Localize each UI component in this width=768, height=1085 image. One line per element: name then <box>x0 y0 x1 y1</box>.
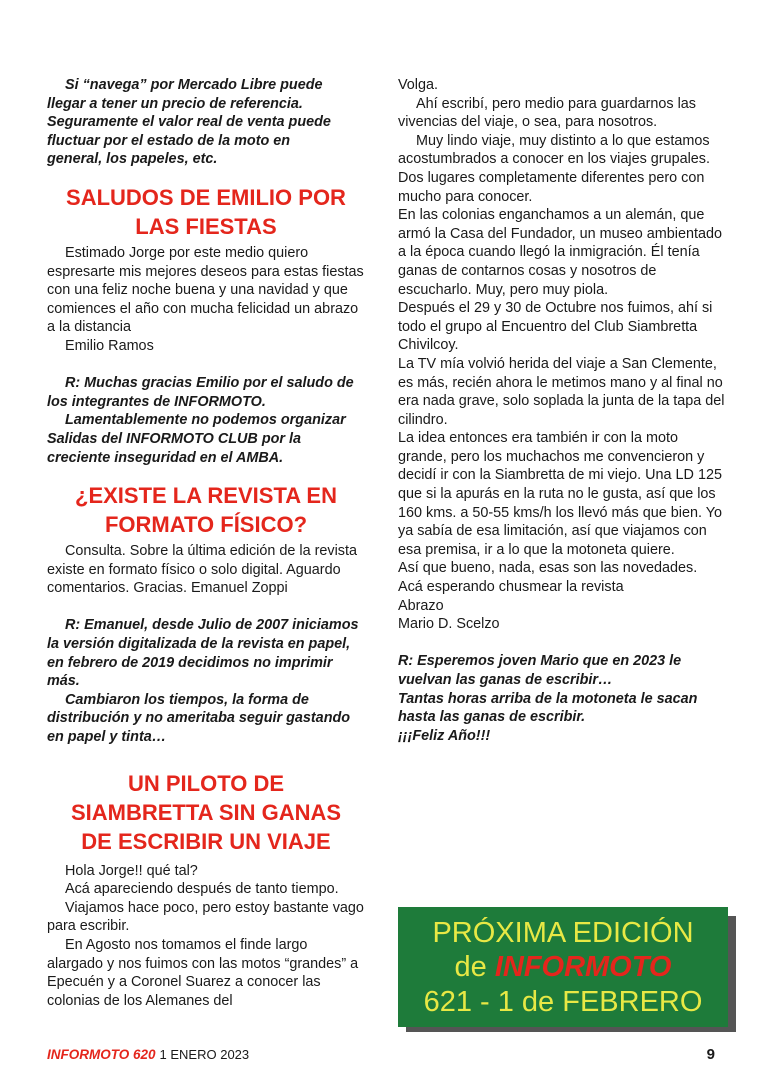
reply-mercado-libre <box>47 76 365 169</box>
letter-paragraph: La idea entonces era también ir con la moto grande, pero los muchachos me convencieron y decidí ir con la Siambretta de mi viejo. Una LD 125 que si la apurás en la ruta no le gusta, así que los 160 kms. a 50-55 kms/h los llevó más que bien. Yo ya sabía de esa limitación, así que viajamos con esa premisa, ir a lo que la motoneta quiere. <box>398 430 722 558</box>
left-column <box>47 76 365 1010</box>
ad-subtitle <box>398 950 728 984</box>
footer-date: 1 ENERO 2023 <box>159 1047 250 1062</box>
page-footer <box>47 1045 721 1065</box>
heading-piloto-siambretta: UN PILOTO DE SIAMBRETTA SIN GANAS DE ESCRIBIR UN VIAJE <box>70 770 342 854</box>
reply-paragraph: R: Muchas gracias Emilio por el saludo de los integrantes de INFORMOTO. <box>47 375 354 410</box>
reply-line: Si “navega” por Mercado Libre puede <box>65 77 323 93</box>
letter-paragraph: Viajamos hace poco, pero estoy bastante vago para escribir. <box>47 899 364 935</box>
reply-line: fluctuar por el estado de la moto en <box>47 132 291 149</box>
ad-prefix: de <box>454 951 495 983</box>
reply-paragraph: R: Emanuel, desde Julio de 2007 iniciamos la versión digitalizada de la revista en papel, en febrero de 2019 decidimos no imprimir más. <box>47 617 359 690</box>
letter-body: Consulta. Sobre la última edición de la revista existe en formato físico o solo digital. Aguardo comentarios. Gracias. Emanuel Zoppi <box>47 543 357 597</box>
letter-paragraph: Ahí escribí, pero medio para guardarnos las vivencias del viaje, o sea, para nosotros. <box>398 95 696 131</box>
next-edition-ad <box>398 907 728 1027</box>
reply-paragraph: Lamentablemente no podemos organizar Salidas del INFORMOTO CLUB por la creciente inseguridad en el AMBA. <box>47 412 346 466</box>
letter-paragraph: Hola Jorge!! qué tal? <box>65 862 198 879</box>
ad-brand-logo: INFORMOTO <box>494 951 672 983</box>
letter-paragraph: Volga. <box>398 77 439 93</box>
reply-line: llegar a tener un precio de referencia. <box>47 95 303 112</box>
letter-paragraph: En Agosto nos tomamos el finde largo alargado y nos fuimos con las motos “grandes” a Epecuén y a Coronel Suarez a conocer las colonias de los Alemanes del <box>47 937 359 1009</box>
ad-edition-date: 621 - 1 de FEBRERO <box>423 986 703 1018</box>
heading-saludos: SALUDOS DE EMILIO POR LAS FIESTAS <box>66 184 346 239</box>
reply-line: general, los papeles, etc. <box>47 151 218 168</box>
reply-paragraph: Cambiaron los tiempos, la forma de distribución y no ameritaba seguir gastando en papel y tinta… <box>47 691 351 746</box>
letter-paragraph: Acá apareciendo después de tanto tiempo. <box>65 881 339 898</box>
letter-paragraph: En las colonias enganchamos a un alemán, que armó la Casa del Fundador, un museo ambientado a la época cuando llegó la inmigración. Él tenía ganas de contarnos cosas y nosotros de escucharlo. Muy, pero muy piola. <box>398 207 722 298</box>
right-column <box>398 76 728 745</box>
letter-paragraph: Después el 29 y 30 de Octubre nos fuimos, ahí si todo el grupo al Encuentro del Club Siambretta Chivilcoy. <box>398 300 713 354</box>
reply-paragraph: R: Esperemos joven Mario que en 2023 le vuelvan las ganas de escribir… <box>398 653 682 688</box>
letter-signature: Mario D. Scelzo <box>398 616 500 633</box>
letter-paragraph: La TV mía volvió herida del viaje a San Clemente, es más, recién ahora le metimos mano y al final no era nada grave, solo soplada la junta de la tapa del cilindro. <box>398 355 725 428</box>
letter-paragraph: Así que bueno, nada, esas son las novedades. <box>398 560 698 577</box>
letter-paragraph: Muy lindo viaje, muy distinto a lo que estamos acostumbrados a conocer en los viajes grupales. Dos lugares completamente diferentes pero con mucho para conocer. <box>398 132 710 205</box>
letter-signature: Emilio Ramos <box>65 337 154 354</box>
letter-paragraph: Abrazo <box>398 597 444 614</box>
letter-paragraph: Acá esperando chusmear la revista <box>398 579 624 596</box>
reply-line: Seguramente el valor real de venta puede <box>47 114 331 131</box>
reply-paragraph: ¡¡¡Feliz Año!!! <box>398 727 491 744</box>
page-number: 9 <box>706 1046 715 1063</box>
footer-magazine: INFORMOTO 620 <box>47 1047 156 1062</box>
ad-title: PRÓXIMA EDICIÓN <box>432 917 694 949</box>
heading-existe-revista: ¿EXISTE LA REVISTA EN FORMATO FÍSICO? <box>75 483 337 538</box>
letter-body: Estimado Jorge por este medio quiero espresarte mis mejores deseos para estas fiestas con una feliz noche buena y una navidad y que comiences el año con mucha felicidad un abrazo a la distancia <box>47 244 364 336</box>
reply-paragraph: Tantas horas arriba de la motoneta le sacan hasta las ganas de escribir. <box>398 690 698 726</box>
